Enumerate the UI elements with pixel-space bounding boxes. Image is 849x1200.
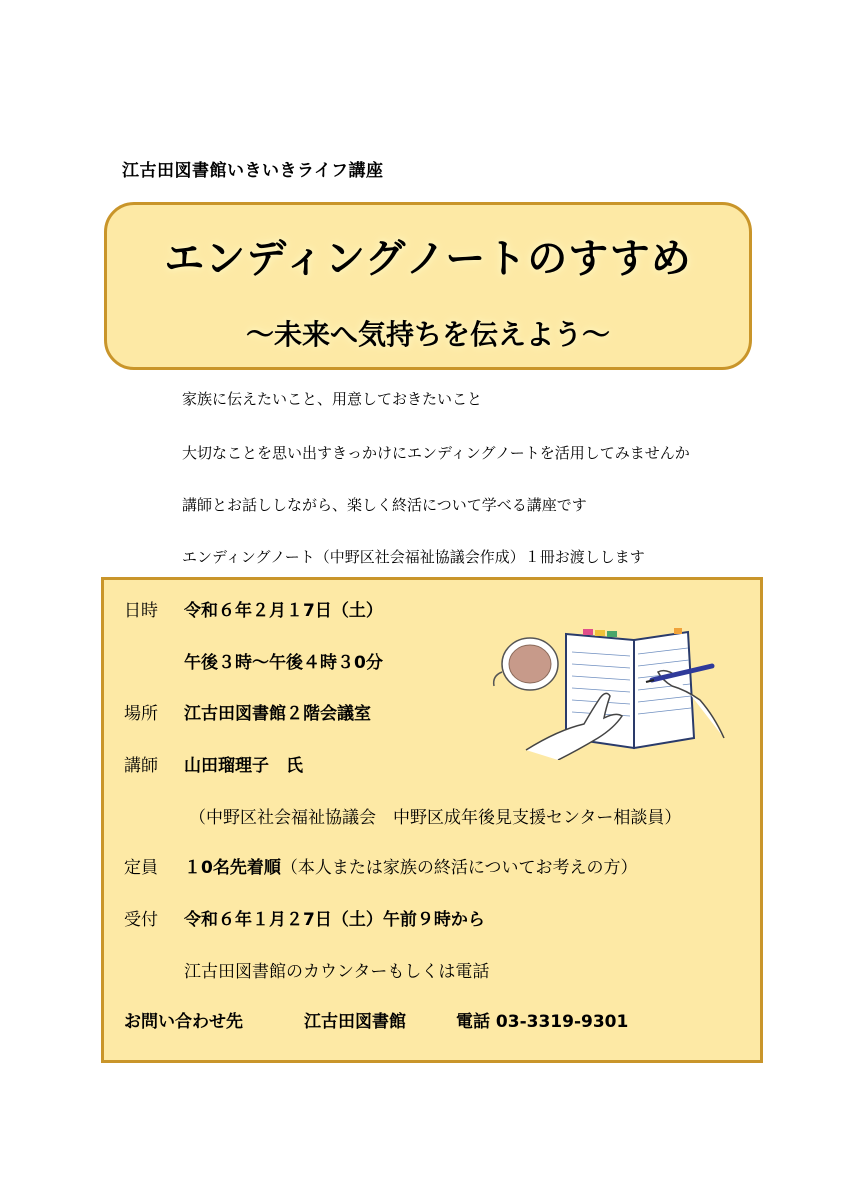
place-label: 場所 xyxy=(124,704,158,724)
date-label: 日時 xyxy=(124,601,158,621)
intro-line-2: 大切なことを思い出すきっかけにエンディングノートを活用してみませんか xyxy=(182,444,690,462)
capacity-note: （本人または家族の終活についてお考えの方） xyxy=(280,858,638,878)
notebook-and-coffee-icon xyxy=(488,620,728,760)
capacity-label: 定員 xyxy=(124,858,158,878)
reception-start: 令和６年１月２7日（土）午前９時から xyxy=(184,910,485,930)
series-name: 江古田図書館いきいきライフ講座 xyxy=(122,161,384,181)
reception-label: 受付 xyxy=(124,910,158,930)
capacity xyxy=(184,853,638,878)
title-box xyxy=(104,202,752,370)
event-time: 午後３時～午後４時３0分 xyxy=(184,653,383,673)
lecturer-label: 講師 xyxy=(124,756,158,776)
lecturer-affiliation: （中野区社会福祉協議会 中野区成年後見支援センター相談員） xyxy=(189,808,682,828)
intro-line-1: 家族に伝えたいこと、用意しておきたいこと xyxy=(182,390,483,408)
lecturer-name: 山田瑠理子 氏 xyxy=(184,756,303,776)
event-place: 江古田図書館２階会議室 xyxy=(184,704,371,724)
contact-phone: 電話 03-3319-9301 xyxy=(456,1012,629,1032)
event-date: 令和６年２月１7日（土） xyxy=(184,601,383,621)
reception-method: 江古田図書館のカウンターもしくは電話 xyxy=(184,962,490,982)
contact-label: お問い合わせ先 xyxy=(124,1012,243,1032)
intro-line-4: エンディングノート（中野区社会福祉協議会作成）１冊お渡しします xyxy=(182,548,645,566)
subtitle: ～未来へ気持ちを伝えよう～ xyxy=(245,318,610,351)
intro-line-3: 講師とお話ししながら、楽しく終活について学べる講座です xyxy=(182,496,587,514)
capacity-value: １0名先着順 xyxy=(184,858,281,878)
main-title: エンディングノートのすすめ xyxy=(164,236,692,282)
contact-name: 江古田図書館 xyxy=(304,1012,406,1032)
